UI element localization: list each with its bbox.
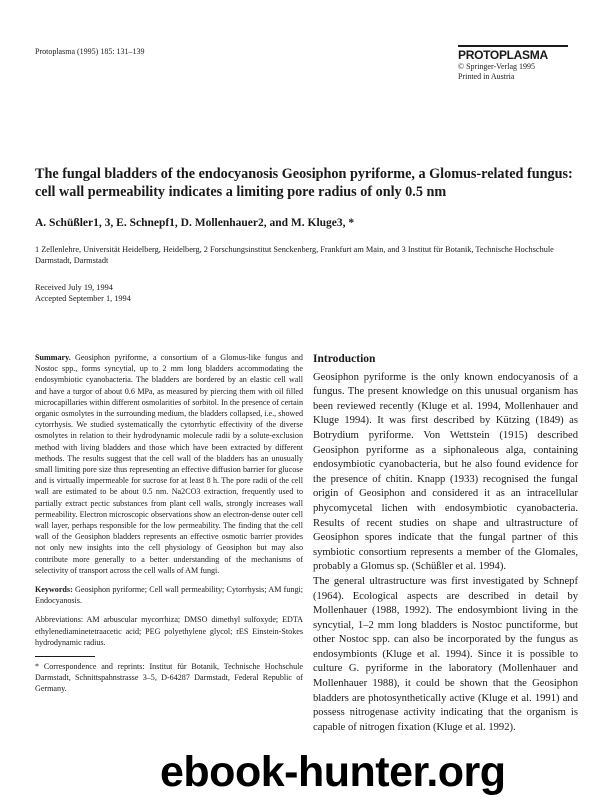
correspondence-footnote <box>35 656 303 694</box>
introduction-column <box>313 352 578 735</box>
summary-label: Summary. <box>35 353 71 362</box>
journal-reference: Protoplasma (1995) 185: 131–139 <box>35 47 145 56</box>
summary-paragraph <box>35 352 303 576</box>
article-dates <box>35 282 131 304</box>
abbreviations-paragraph: Abbreviations: AM arbuscular mycorrhiza; DMSO dimethyl sulfoxyde; EDTA ethylenediaminetetraacetic acid; PEG polyethylene glycol; rES Einstein-Stokes hydrodynamic radius. <box>35 615 303 647</box>
footnote-rule <box>35 656 95 657</box>
copyright-line: © Springer-Verlag 1995 <box>458 62 536 71</box>
abstract-column <box>35 352 303 656</box>
summary-text: Geosiphon pyriforme, a consortium of a Glomus-like fungus and Nostoc spp., forms syncytial, up to 2 mm long bladders accommodating the endosymbiotic cyanobacteria. The bladders are bordered by an elastic cell wall and have a turgor of about 0.6 MPa, as measured by piercing them with oil filled microcapillaries within different osmolarities of sorbitol. In the presence of certain organic osmolytes in the surrounding medium, the bladders collapsed, i.e., showed cytorrhysis. We studied systematically the cytorrhytic effectivity of the diverse osmolytes in relation to their hydrodynamic molecule radii by a solute-exclusion method with living bladders and those which have been extracted by different methods. The results suggest that the cell wall of the bladders has an unusually small limiting pore size thus representing an effective diffusion barrier for glucose and is virtually impermeable for sucrose for at least 8 h. The pore radii of the cell wall are estimated to be about 0.5 nm. Na2CO3 extraction, frequently used to partially extract pectic substances from plant cell walls, strongly increases wall permeability. Electron microscopic observations show an electron-dense outer cell wall layer, perhaps responsible for the low permeability. The finding that the cell wall of the Geosiphon bladders represents an effective osmotic barrier provides not only new insights into the cell physiology of Geosiphon but may also contribute more generally to a better understanding of the mechanisms of selectivity of transport across the cell walls of AM fungi. <box>35 353 303 575</box>
keywords-label: Keywords: <box>35 585 73 595</box>
introduction-heading: Introduction <box>313 353 376 365</box>
keywords-text: Geosiphon pyriforme; Cell wall permeability; Cytorrhysis; AM fungi; Endocyanosis. <box>35 585 304 606</box>
author-list: A. Schüßler1, 3, E. Schnepf1, D. Mollenhauer2, and M. Kluge3, * <box>35 217 355 229</box>
accepted-date: Accepted September 1, 1994 <box>35 294 131 303</box>
affiliations: 1 Zellenlehre, Universität Heidelberg, Heidelberg, 2 Forschungsinstitut Senckenberg, Frankfurt am Main, and 3 Institut für Botanik, Technische Hochschule Darmstadt, Darmstadt <box>35 245 554 265</box>
intro-paragraph-2: The general ultrastructure was first investigated by Schnepf (1964). Ecological aspects are described in detail by Mollenhauer (1988, 1992). The endosymbiont living in the syncytial, 1–2 mm long bladders is Nostoc punctiforme, but other Nostoc spp. can also be incorporated by the fungus as endosymbionts (Kluge et al. 1994). Since it is possible to culture G. pyriforme in the laboratory (Mollenhauer and Mollenhauer 1988), it could be shown that the Geosiphon bladders are photosynthetically active (Kluge et al. 1991) and possess nitrogenase activity indicating that the organism is capable of nitrogen fixation (Kluge et al. 1992). <box>313 575 578 733</box>
journal-brand-block <box>458 45 568 82</box>
intro-paragraph-1: Geosiphon pyriforme is the only known endocyanosis of a fungus. The present knowledge on this unusual organism has been reviewed recently (Kluge et al. 1994, Mollenhauer and Kluge 1994). It was first described by Kützing (1849) as Botrydium pyriforme. Von Wettstein (1915) described Geosiphon pyriforme as a siphonaleous alga, containing endosymbiotic cyanobacteria, but he also found evidence for the presence of chitin. Knapp (1933) recognised the fungal origin of Geosiphon and considered it as an intracellular phycomycetal lichen with endosymbiotic cyanobacteria. Results of recent studies on shape and ultrastructure of Geosiphon spores indicate that the fungal partner of this symbiotic consortium represents a member of the Glomales, probably a Glomus sp. (Schüßler et al. 1994). <box>313 371 578 573</box>
journal-logo: PROTOPLASMA <box>458 45 568 62</box>
keywords-paragraph <box>35 584 303 606</box>
watermark: ebook-hunter.org <box>160 748 506 796</box>
article-title: The fungal bladders of the endocyanosis Geosiphon pyriforme, a Glomus-related fungus: cell wall permeability indicates a limiting pore radius of only 0.5 nm <box>35 166 573 200</box>
footnote-text: * Correspondence and reprints: Institut für Botanik, Technische Hochschule Darmstadt, Schnittspahnstrasse 3–5, D-64287 Darmstadt, Federal Republic of Germany. <box>35 662 303 693</box>
printed-line: Printed in Austria <box>458 72 515 81</box>
received-date: Received July 19, 1994 <box>35 283 113 292</box>
